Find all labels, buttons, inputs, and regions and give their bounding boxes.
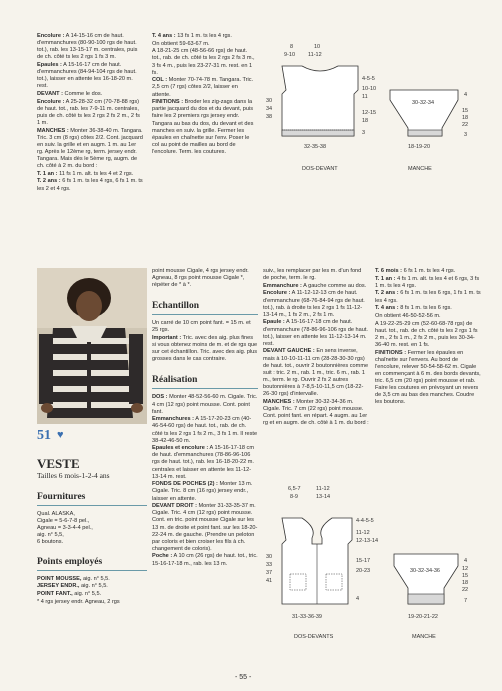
- paragraph-lead: T. 1 an :: [37, 170, 58, 177]
- page-number: - 55 -: [235, 674, 252, 681]
- b-dim-left-a: 30: [266, 554, 273, 560]
- paragraph-lead: FONDS DE POCHES (2) :: [152, 481, 218, 488]
- paragraph: [37, 178, 143, 192]
- paragraph-text: 6 fs 1 m. ts les 4 rgs, 6 fs 1 m. ts les 2 et 4 rgs.: [37, 178, 143, 192]
- paragraph-lead: T. 6 mois :: [375, 268, 403, 274]
- paragraph-text: A 15-16-17-18 cm de haut. d'emmanchures (78-86-96-106 rgs de haut. tot.), rab. les 16-18-20-22 m. centrales et laisser en attente les 11-12-13-14 m. rest.: [152, 445, 254, 480]
- paragraph: [152, 41, 258, 48]
- paragraph-text: En sens inverse, mais à 10-10-11-11 cm (28-28-30-30 rgs) de haut. tot., ouvrir 2 boutonnières comme suit : tric. 2 m., rab. 1 m., tric. 6 m., rab. 1 m., term. le rg. Ouvrir 2 fs 2 autres boutonnières à 7-8,5-10-11,5 cm (18-22-26-30 rgs) d'intervalle.: [263, 348, 369, 397]
- dim-top-d: 11-12: [308, 52, 322, 58]
- diagram-label-manche-bottom: MANCHE: [412, 634, 436, 640]
- paragraph: [152, 33, 258, 40]
- b-dim-left-d: 41: [266, 578, 273, 584]
- paragraph-text: 6 fs 1 m. ts les 4 rgs.: [402, 268, 456, 274]
- paragraph-text: Monter 70-74-78 m. Tangara. Tric. 2,5 cm (7 rgs) côtes 2/2, laisser en attente.: [152, 77, 254, 98]
- paragraph-text: A 15-16-17-18 cm de haut. d'emmanchure (78-86-96-106 rgs de haut. tot.), laisser en attente les 11-12-13-14 m. rest.: [263, 319, 368, 347]
- model-title: VESTE: [37, 456, 80, 472]
- paragraph-text: A gauche comme au dos.: [301, 282, 367, 289]
- list-line: Agneau = 3-3-4-4 pel.,: [37, 525, 93, 532]
- paragraph-text: Monter 31-33-35-37 m. Cigale. Tric. 4 cm (12 rgs) point mousse. Cont. en tric. point mousse Cigale sur les 13 m. de droite et point fant. sur les 18-20-22-24 m. de gauche. (Prendre un peloton par coloris et bien croiser les fils à ch. changement de coloris).: [152, 503, 258, 552]
- paragraph-text: 4 fs 1 m. alt. ts les 4 et 6 rgs, 3 fs 1 m. ts les 4 rgs.: [375, 275, 480, 289]
- dim-right-f: 3: [362, 130, 366, 136]
- paragraph: [152, 99, 258, 156]
- b-sleeve-right-b: 12: [462, 566, 469, 572]
- paragraph: [263, 348, 369, 398]
- paragraph-text: 13 fs 1 m. ts les 4 rgs.: [175, 33, 232, 39]
- paragraph-lead: POINT FANT.,: [37, 590, 73, 597]
- manche-diagram-bottom: [394, 554, 468, 640]
- sleeve-top-dim: 30-32-34: [412, 100, 435, 106]
- b-dim-right-d: 15-17: [356, 558, 371, 564]
- paragraph-text: On obtient 59-63-67 m.: [152, 40, 210, 47]
- b-sleeve-bottom-dim: 19-20-21-22: [408, 614, 438, 620]
- paragraph: [152, 268, 258, 289]
- instructions-col4: [375, 268, 481, 407]
- paragraph-text: * 4 rgs jersey endr. Agneau, 2 rgs: [37, 598, 120, 605]
- paragraph: [37, 99, 143, 127]
- paragraph-lead: T. 2 ans :: [37, 178, 61, 185]
- b-sleeve-right-a: 4: [464, 558, 468, 564]
- echantillon-text: [152, 320, 258, 363]
- b-dim-left-b: 33: [266, 562, 273, 568]
- b-dim-right-c: 12-13-14: [356, 538, 379, 544]
- paragraph-lead: Important :: [152, 335, 182, 342]
- paragraph-lead: FINITIONS :: [375, 349, 407, 356]
- paragraph-text: 8 fs 1 m. ts les 6 rgs.: [398, 305, 452, 312]
- paragraph-text: aig. n° 5,5.: [81, 575, 110, 582]
- point-fant-continued: [152, 268, 258, 289]
- paragraph-text: 6 fs 1 m. ts les 6 rgs, 1 fs 1 m. ts les 4 rgs.: [375, 290, 481, 304]
- b-sleeve-right-f: 7: [464, 598, 468, 604]
- paragraph-lead: Poche :: [152, 553, 173, 560]
- heart-icon: ♥: [57, 429, 64, 441]
- dim-left-b: 34: [266, 106, 273, 112]
- paragraph-text: A 18-21-25 cm (48-56-66 rgs) de haut. tot., rab. de ch. côté ts les 2 rgs 2 fs 3 m., 3 fs 4 m., puis les 23-27-31 m. rest. en 1 fs.: [152, 48, 255, 76]
- paragraph: [37, 91, 143, 98]
- paragraph-text: On obtient 46-50-52-56 m.: [375, 312, 441, 319]
- paragraph: [152, 335, 258, 363]
- b-dim-right-b: 11-12: [356, 530, 370, 536]
- model-header: [37, 428, 147, 606]
- model-sizes: Tailles 6 mois-1-2-4 ans: [37, 471, 110, 481]
- paragraph: [152, 481, 258, 502]
- paragraph-lead: Epaules et encolure :: [152, 445, 209, 452]
- paragraph-text: Comme le dos.: [63, 90, 103, 97]
- paragraph-lead: DEVANT :: [37, 90, 63, 97]
- paragraph-lead: POINT MOUSSE,: [37, 575, 82, 582]
- paragraph: [37, 576, 147, 583]
- paragraph: [375, 276, 481, 290]
- paragraph: [37, 62, 143, 90]
- paragraph: [152, 394, 258, 415]
- paragraph: [37, 591, 147, 598]
- paragraph: [152, 77, 258, 98]
- paragraph-text: A 15-16-17 cm de haut. d'emmanchures (84-94-104 rgs de haut. tot.), laisser en attente les 16-18-20 m. rest.: [37, 61, 137, 90]
- paragraph-text: A 10 cm (26 rgs) de haut. tot., tric. 15-16-17-18 m., rab. les 13 m.: [152, 553, 258, 567]
- b-sleeve-right-e: 22: [462, 587, 469, 593]
- paragraph-text: Un carré de 10 cm point fant. = 15 m. et 25 rgs.: [152, 320, 251, 334]
- paragraph-text: Broder les zig-zags dans la partie jacquard du dos et du devant, puis faire les 2 premiers rgs jersey endr. Tangara au bas du dos, du devant et des manches en suiv. la grille. Fermer les épaules en chaînette sur l'env. Poser le col au point de mailles au bord de l'encolure. Term. les coutures.: [152, 99, 254, 155]
- paragraph-lead: T. 4 ans :: [375, 305, 399, 312]
- paragraph-text: A 15-17-20-23 cm (40-46-54-60 rgs) de haut. tot., rab. de ch. côté ts les 2 rgs 1 fs 2 m., 3 fs 1 m. Il reste 38-42-46-50 m.: [152, 416, 258, 444]
- dim-left-a: 30: [266, 98, 273, 104]
- dim-left-c: 38: [266, 114, 273, 120]
- paragraph-text: aig. n° 5,5.: [72, 590, 102, 597]
- paragraph: [375, 268, 481, 275]
- dim-right-b: 10-10: [362, 86, 377, 92]
- instructions-col2-top: [152, 33, 258, 157]
- dos-devant-diagram: [266, 44, 376, 172]
- dim-top-b: 10: [314, 44, 321, 50]
- paragraph-lead: T. 4 ans :: [152, 33, 176, 39]
- paragraph-text: A 25-28-32 cm (70-78-88 rgs) de haut. tot., rab. les 7-9-11 m. centrales, puis de ch. côté ts les 2 rgs 2 fs 2 m., 2 fs 1 m.: [37, 98, 140, 126]
- instructions-col2-mid: [152, 268, 258, 568]
- paragraph: [37, 583, 147, 590]
- paragraph: [375, 313, 481, 320]
- diagram-top: [262, 38, 472, 178]
- dim-top-c: 9-10: [284, 52, 296, 58]
- paragraph-text: 11 fs 1 m. alt. ts les 4 et 2 rgs.: [57, 170, 134, 177]
- instructions-col1-top: [37, 33, 143, 193]
- points-heading: Points employés: [37, 556, 103, 567]
- list-line: 6 boutons.: [37, 539, 64, 546]
- sleeve-bottom-dim: 18-19-20: [408, 144, 431, 150]
- b-dim-right-a: 4-4-5-5: [356, 518, 374, 524]
- paragraph-text: aig. n° 5,5.: [79, 583, 108, 590]
- paragraph: [152, 320, 258, 334]
- dim-right-c: 11: [362, 94, 368, 100]
- paragraph-lead: Epaules :: [37, 61, 62, 68]
- dim-bottom: 32-35-38: [304, 144, 327, 150]
- paragraph-text: Monter 36-38-40 m. Tangara. Tric. 3 cm (8 rgs) côtes 2/2. Cont. jacquard en suiv. la grille et en augm. 1 m. au 1er rg. Après le 12ème rg, term. jersey endr. Tangara. Mais dès le 5ème rg, augm. de ch. côté à 2 m. du bord :: [37, 127, 143, 170]
- paragraph-lead: Emmanchure :: [263, 282, 302, 289]
- b-dim-top-c: 8-9: [290, 494, 298, 500]
- dim-right-e: 18: [362, 118, 369, 124]
- paragraph: [37, 33, 143, 61]
- b-dim-bottom: 31-33-36-39: [292, 614, 322, 620]
- b-sleeve-right-d: 18: [462, 580, 469, 586]
- paragraph: [375, 321, 481, 349]
- paragraph: [263, 268, 369, 282]
- echantillon-rule: [152, 314, 258, 315]
- paragraph-lead: T. 2 ans :: [375, 290, 399, 297]
- paragraph: [152, 48, 258, 76]
- paragraph: [37, 171, 143, 178]
- paragraph-lead: JERSEY ENDR.,: [37, 583, 80, 590]
- paragraph-text: point mousse Cigale, 4 rgs jersey endr. Agneau, 8 rgs point mousse Cigale *, répéter de * à *.: [152, 268, 249, 289]
- paragraph-lead: DEVANT DROIT :: [152, 503, 197, 510]
- diagram-label-dos-devant: DOS-DEVANT: [302, 166, 338, 172]
- paragraph: [152, 416, 258, 444]
- paragraph: [263, 399, 369, 427]
- dim-top-a: 8: [290, 44, 294, 50]
- paragraph: [263, 283, 369, 290]
- paragraph-lead: DOS :: [152, 394, 168, 401]
- points-list: [37, 576, 147, 606]
- b-dim-left-c: 37: [266, 570, 273, 576]
- paragraph: [152, 503, 258, 553]
- list-line: Qual. ALASKA,: [37, 511, 75, 518]
- sleeve-right-b: 15: [462, 108, 469, 114]
- paragraph: [152, 445, 258, 480]
- sleeve-right-c: 18: [462, 115, 469, 121]
- paragraph-text: suiv., les remplacer par les m. d'un fond de poche, term. le rg.: [263, 268, 362, 282]
- paragraph-text: Tric. avec des aig. plus fines si vous obtenez moins de m. et de rgs que sur cet échantillon. Tric. avec des aig. plus grosses dans le cas contraire.: [152, 335, 258, 363]
- paragraph: [375, 305, 481, 312]
- paragraph: [37, 599, 147, 606]
- paragraph-lead: Encolure :: [37, 33, 65, 39]
- paragraph: [263, 319, 369, 347]
- b-sleeve-right-c: 15: [462, 573, 469, 579]
- paragraph-lead: Emmanchures :: [152, 416, 194, 423]
- paragraph: [375, 290, 481, 304]
- paragraph-lead: COL :: [152, 77, 168, 84]
- model-photo: [37, 268, 147, 424]
- paragraph-lead: Epaule :: [263, 319, 285, 326]
- paragraph-lead: Encolure :: [37, 98, 65, 105]
- b-sleeve-top-dim: 30-32-34-36: [410, 568, 440, 574]
- paragraph-lead: MANCHES :: [263, 398, 295, 405]
- realisation-text: [152, 394, 258, 567]
- diagram-label-manche: MANCHE: [408, 166, 432, 172]
- diagram-label-dos-devants: DOS-DEVANTS: [294, 634, 334, 640]
- paragraph: [375, 350, 481, 407]
- dos-devants-diagram: [266, 486, 378, 640]
- b-dim-top-d: 13-14: [316, 494, 331, 500]
- paragraph-text: Monter 48-52-56-60 m. Cigale. Tric. 4 cm (12 rgs) point mousse. Cont. point fant.: [152, 394, 258, 415]
- sleeve-right-e: 3: [464, 132, 468, 138]
- realisation-rule: [152, 388, 258, 389]
- sleeve-right-d: 22: [462, 122, 469, 128]
- manche-diagram: [390, 90, 468, 172]
- fournitures-list: [37, 511, 147, 546]
- b-dim-top-b: 11-12: [316, 486, 330, 492]
- sleeve-right-a: 4: [464, 92, 468, 98]
- paragraph-lead: MANCHES :: [37, 127, 69, 134]
- paragraph-text: Monter 30-32-34-36 m. Cigale. Tric. 7 cm (22 rgs) point mousse. Cont. point fant. en répart. 4 augm. au 1er rg et en augm. de ch. côté à 1 m. du bord :: [263, 398, 369, 426]
- paragraph: [152, 553, 258, 567]
- realisation-heading: Réalisation: [152, 375, 198, 386]
- diagram-bottom: [262, 478, 477, 648]
- b-dim-right-f: 4: [356, 596, 360, 602]
- model-number: 51: [37, 428, 51, 443]
- paragraph-text: A 11-12-12-13 cm de haut. d'emmanchure (68-76-84-94 rgs de haut. tot.), rab. à droite ts les 2 rgs 1 fs 11-12-13-14 m., 1 fs 2 m., 2 fs 1 m.: [263, 290, 365, 318]
- list-line: Cigale = 5-6-7-8 pel.,: [37, 518, 90, 525]
- dim-right-d: 12-15: [362, 110, 377, 116]
- paragraph-lead: DEVANT GAUCHE :: [263, 348, 315, 355]
- echantillon-heading: Echantillon: [152, 301, 199, 312]
- paragraph-text: A 14-15-16 cm de haut. d'emmanchures (80-90-100 rgs de haut. tot.), rab. les 13-15-17 m. centrales, puis de ch. côté ts les 2 rgs 1 fs 3 m.: [37, 33, 138, 61]
- paragraph: [37, 128, 143, 171]
- paragraph-lead: FINITIONS :: [152, 99, 184, 106]
- b-dim-top-a: 6,5-7: [288, 486, 301, 492]
- list-line: aig. n° 5,5,: [37, 532, 64, 539]
- dim-right-a: 4-5-5: [362, 76, 375, 82]
- paragraph-text: A 19-22-25-29 cm (52-60-68-78 rgs) de haut. tot., rab. de ch. côté ts les 2 rgs 1 fs 2 m., 2 fs 1 m., 2 fs 2 m., puis les 30-34-36-40 m. rest. en 1 fs.: [375, 320, 478, 348]
- fournitures-heading: Fournitures: [37, 492, 86, 503]
- points-rule: [37, 570, 147, 571]
- instructions-col3: [263, 268, 369, 428]
- b-dim-right-e: 20-23: [356, 568, 371, 574]
- paragraph: [263, 290, 369, 318]
- paragraph-lead: Encolure :: [263, 290, 291, 297]
- paragraph-lead: T. 1 an :: [375, 275, 396, 282]
- paragraph-text: Fermer les épaules en chaînette sur l'envers. Au bord de l'encolure, relever 50-54-58-62 m. Cigale en commençant à 6 m. des bords devants, tric. 6,5 cm (20 rgs) point mousse et rab. Faire les coutures en prévoyant un revers de 3,5 cm au bas des manches. Coudre les boutons.: [375, 349, 481, 406]
- fournitures-rule: [37, 505, 147, 506]
- paragraph-text: Monter 13 m. Cigale. Tric. 8 cm (16 rgs) jersey endr., laisser en attente.: [152, 481, 253, 502]
